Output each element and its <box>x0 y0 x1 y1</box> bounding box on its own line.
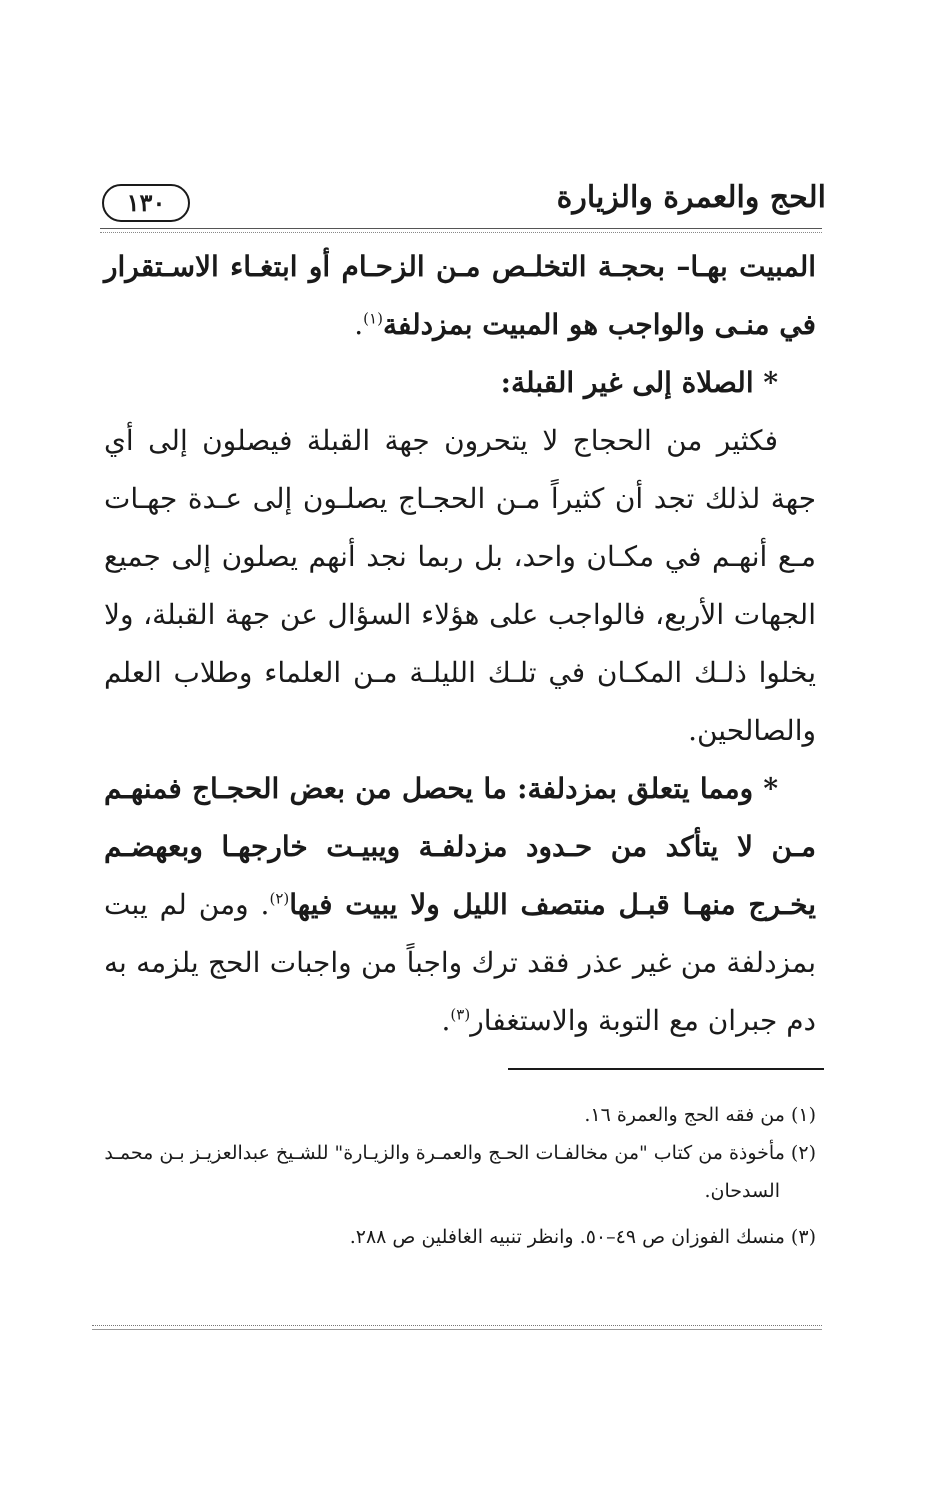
paragraph-1-end: . <box>354 308 364 341</box>
paragraph-1 <box>104 238 816 354</box>
footnote-2: (٢) مأخوذة من كتاب "من مخالفـات الحـج والعمـرة والزيـارة" للشـيخ عبدالعزيـز بـن محمـد <box>104 1142 816 1164</box>
paragraph-3-bold: * ومما يتعلق بمزدلفة: ما يحصل من بعض الحجـاج فمنهـم مـن لا يتأكد من حـدود مزدلفـة ويبيـت خارجهـا وبعهضـم يخـرج منهـا قبـل منتصف الليل ولا يبيت فيها <box>104 772 816 921</box>
paragraph-3-end: . <box>441 1004 451 1037</box>
footnote-divider <box>508 1068 824 1070</box>
paragraph-3-rest: . ومن لم يبت بمزدلفة من غير عذر فقد ترك واجباً من واجبات الحج يلزمه به دم جبران مع التوبة والاستغفار <box>104 888 816 1037</box>
header-divider <box>100 228 822 233</box>
footnote-ref-1: (١) <box>363 309 383 328</box>
footnote-ref-2: (٢) <box>269 889 290 908</box>
paragraph-2: فكثير من الحجاج لا يتحرون جهة القبلة فيصلون إلى أي جهة لذلك تجد أن كثيراً مـن الحجـاج يصلـون إلى عـدة جهـات مـع أنهـم في مكـان واحد، بل ربما نجد أنهم يصلون إلى جميع الجهات الأربع، فالواجب على هؤلاء السؤال عن جهة القبلة، ولا يخلوا ذلـك المكـان في تلـك الليلـة مـن العلماء وطلاب العلم والصالحين. <box>104 424 816 747</box>
footnote-3: (٣) منسك الفوزان ص ٤٩–٥٠. وانظر تنبيه الغافلين ص ٢٨٨. <box>349 1226 816 1248</box>
paragraph-3 <box>104 760 816 1050</box>
page-header <box>96 178 826 230</box>
book-title: الحج والعمرة والزيارة <box>556 180 826 215</box>
footnotes <box>104 1096 816 1256</box>
footnote-ref-3: (٣) <box>450 1005 471 1024</box>
paragraph-1-text: المبيت بهـا– بحجـة التخلـص مـن الزحـام أو ابتغـاء الاسـتقرار في منـى والواجب هو المبيت بمزدلفة <box>104 250 816 341</box>
section-heading: * الصلاة إلى غير القبلة: <box>500 366 778 399</box>
footnote-1: (١) من فقه الحج والعمرة ١٦. <box>584 1104 816 1126</box>
main-text <box>104 238 816 1050</box>
footnote-2-continuation: السدحان. <box>704 1180 780 1202</box>
bottom-divider <box>92 1325 822 1330</box>
page-number: ١٣٠ <box>102 184 190 222</box>
